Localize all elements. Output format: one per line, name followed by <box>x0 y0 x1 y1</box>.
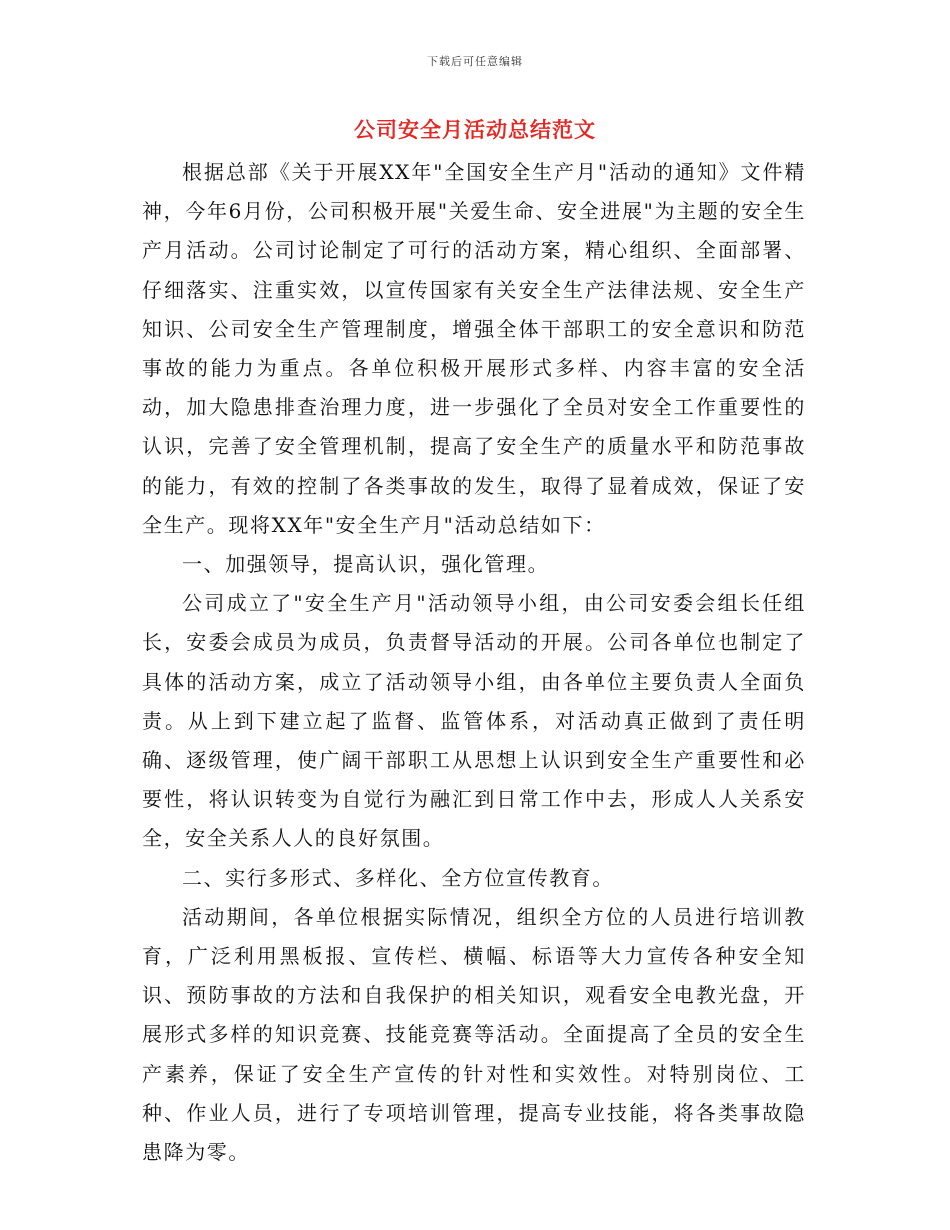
header-note: 下载后可任意编辑 <box>427 55 523 68</box>
paragraph-section-2: 活动期间，各单位根据实际情况，组织全方位的人员进行培训教育，广泛利用黑板报、宣传栏、横幅、标语等大力宣传各种安全知识、预防事故的方法和自我保护的相关知识，观看安全电教光盘，开展形式多样的知识竞赛、技能竞赛等活动。全面提高了全员的安全生产素养，保证了安全生产宣传的针对性和实效性。对特别岗位、工种、作业人员，进行了专项培训管理，提高专业技能，将各类事故隐患降为零。 <box>142 904 806 1165</box>
document-title: 公司安全月活动总结范文 <box>354 117 596 142</box>
paragraph-section-1: 公司成立了"安全生产月"活动领导小组，由公司安委会组长任组长，安委会成员为成员，负责督导活动的开展。公司各单位也制定了具体的活动方案，成立了活动领导小组，由各单位主要负责人全面负责。从上到下建立起了监督、监管体系，对活动真正做到了责任明确、逐级管理，使广阔干部职工从思想上认识到安全生产重要性和必要性，将认识转变为自觉行为融汇到日常工作中去，形成人人关系安全，安全关系人人的良好氛围。 <box>142 591 806 851</box>
document-body <box>142 153 806 1172</box>
section-heading-2: 二、实行多形式、多样化、全方位宣传教育。 <box>182 865 614 890</box>
paragraph-intro: 根据总部《关于开展XX年"全国安全生产月"活动的通知》文件精神，今年6月份，公司积极开展"关爱生命、安全进展"为主题的安全生产月活动。公司讨论制定了可行的活动方案，精心组织、全面部署、仔细落实、注重实效，以宣传国家有关安全生产法律法规、安全生产知识、公司安全生产管理制度，增强全体干部职工的安全意识和防范事故的能力为重点。各单位积极开展形式多样、内容丰富的安全活动，加大隐患排查治理力度，进一步强化了全员对安全工作重要性的认识，完善了安全管理机制，提高了安全生产的质量水平和防范事故的能力，有效的控制了各类事故的发生，取得了显着成效，保证了安全生产。现将XX年"安全生产月"活动总结如下： <box>142 160 806 537</box>
section-heading-1: 一、加强领导，提高认识，强化管理。 <box>182 552 550 577</box>
